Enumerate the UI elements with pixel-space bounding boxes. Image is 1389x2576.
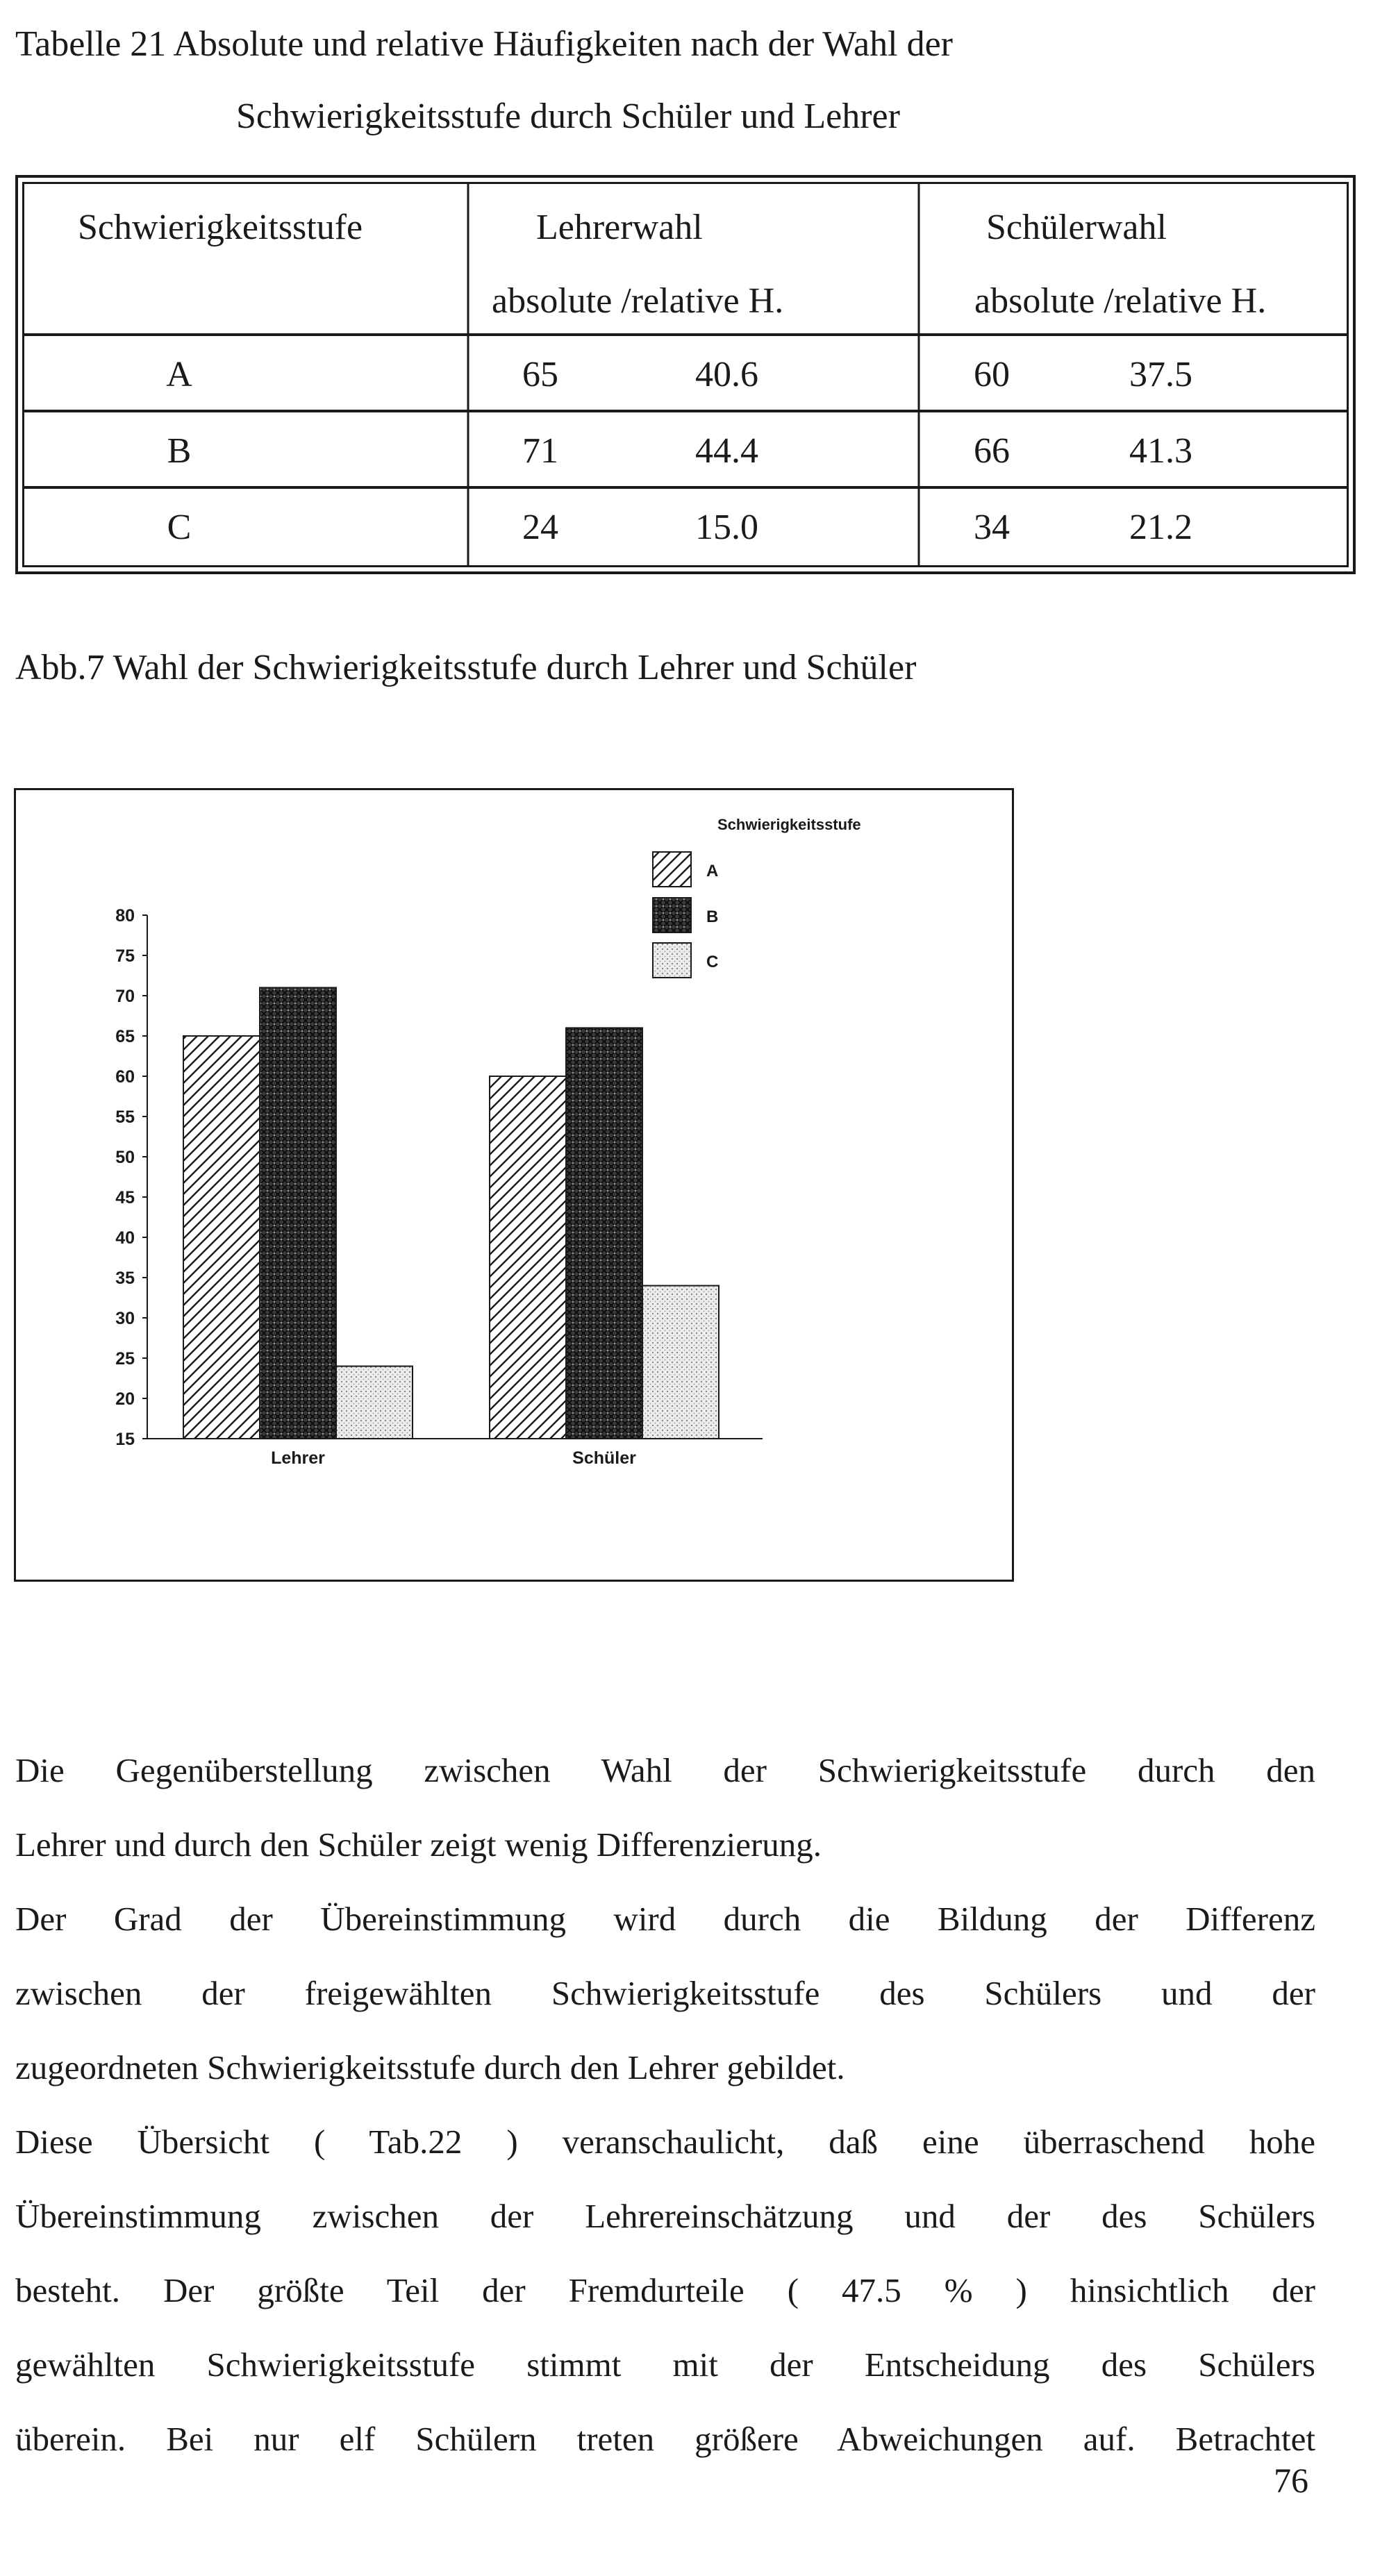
figure-caption: Abb.7 Wahl der Schwierigkeitsstufe durch Lehrer und Schüler xyxy=(15,648,917,687)
row-c-student-absolute: 34 xyxy=(974,508,1010,547)
header-level: Schwierigkeitsstufe xyxy=(78,208,363,247)
legend-swatch-a xyxy=(653,852,691,887)
table-caption-line-2: Schwierigkeitsstufe durch Schüler und Lehrer xyxy=(236,97,900,136)
y-tick-label-20: 20 xyxy=(115,1389,135,1409)
body-line-2: Lehrer und durch den Schüler zeigt wenig Differenzierung. xyxy=(15,1825,822,1864)
bar-lehrer-b xyxy=(260,987,336,1439)
body-line-10: überein. Bei nur elf Schülern treten größere Abweichungen auf. Betrachtet xyxy=(15,2420,1315,2458)
subheader-student: absolute /relative H. xyxy=(974,281,1267,321)
row-b-level: B xyxy=(167,431,192,471)
body-paragraph xyxy=(15,1733,1315,2476)
y-tick-label-25: 25 xyxy=(115,1349,135,1369)
row-c-level: C xyxy=(167,508,192,547)
body-line-1: Die Gegenüberstellung zwischen Wahl der Schwierigkeitsstufe durch den xyxy=(15,1751,1315,1789)
row-b-teacher-absolute: 71 xyxy=(522,431,558,471)
y-tick-label-45: 45 xyxy=(115,1188,135,1207)
row-a-teacher-absolute: 65 xyxy=(522,355,558,394)
y-tick-label-55: 55 xyxy=(115,1107,135,1127)
body-line-6: Diese Übersicht ( Tab.22 ) veranschaulicht, daß eine überraschend hohe xyxy=(15,2123,1315,2161)
page-number: 76 xyxy=(1274,2461,1308,2500)
x-tick-label-0: Lehrer xyxy=(271,1448,325,1468)
row-a-level: A xyxy=(166,355,192,394)
y-tick-label-60: 60 xyxy=(115,1067,135,1087)
bar-schler-a xyxy=(490,1076,566,1439)
row-b-student-absolute: 66 xyxy=(974,431,1010,471)
bar-lehrer-a xyxy=(183,1036,260,1439)
bar-schler-c xyxy=(642,1286,719,1439)
legend-label-a: A xyxy=(706,862,719,880)
y-tick-label-65: 65 xyxy=(115,1027,135,1046)
y-tick-label-15: 15 xyxy=(115,1430,135,1449)
row-a-teacher-relative: 40.6 xyxy=(695,355,758,394)
row-c-teacher-absolute: 24 xyxy=(522,508,558,547)
row-b-teacher-relative: 44.4 xyxy=(695,431,758,471)
chart-plot-area xyxy=(115,816,860,1468)
body-line-9: gewählten Schwierigkeitsstufe stimmt mit der Entscheidung des Schülers xyxy=(15,2345,1315,2384)
subheader-teacher: absolute /relative H. xyxy=(492,281,784,321)
row-c-student-relative: 21.2 xyxy=(1129,508,1192,547)
bar-schler-b xyxy=(566,1028,642,1439)
x-tick-label-1: Schüler xyxy=(572,1448,636,1468)
y-tick-label-80: 80 xyxy=(115,906,135,926)
y-tick-label-75: 75 xyxy=(115,946,135,966)
y-tick-label-40: 40 xyxy=(115,1228,135,1248)
legend-title: Schwierigkeitsstufe xyxy=(717,816,861,833)
y-tick-label-30: 30 xyxy=(115,1309,135,1328)
row-a-student-absolute: 60 xyxy=(974,355,1010,394)
table-caption-line-1: Tabelle 21 Absolute und relative Häufigkeiten nach der Wahl der xyxy=(15,24,953,64)
body-line-8: besteht. Der größte Teil der Fremdurteile ( 47.5 % ) hinsichtlich der xyxy=(15,2271,1315,2309)
body-line-5: zugeordneten Schwierigkeitsstufe durch den Lehrer gebildet. xyxy=(15,2048,845,2086)
legend-swatch-c xyxy=(653,943,691,978)
header-student-choice: Schülerwahl xyxy=(986,208,1167,247)
y-tick-label-35: 35 xyxy=(115,1269,135,1288)
body-line-7: Übereinstimmung zwischen der Lehrereinschätzung und der des Schülers xyxy=(15,2197,1315,2235)
y-tick-label-50: 50 xyxy=(115,1148,135,1167)
bar-lehrer-c xyxy=(336,1366,413,1439)
legend-label-c: C xyxy=(706,953,719,971)
row-b-student-relative: 41.3 xyxy=(1129,431,1192,471)
row-a-student-relative: 37.5 xyxy=(1129,355,1192,394)
body-line-4: zwischen der freigewählten Schwierigkeitsstufe des Schülers und der xyxy=(15,1974,1315,2012)
y-tick-label-70: 70 xyxy=(115,987,135,1006)
row-c-teacher-relative: 15.0 xyxy=(695,508,758,547)
header-teacher-choice: Lehrerwahl xyxy=(536,208,703,247)
legend-swatch-b xyxy=(653,898,691,932)
body-line-3: Der Grad der Übereinstimmung wird durch die Bildung der Differenz xyxy=(15,1900,1315,1938)
legend-label-b: B xyxy=(706,908,719,926)
